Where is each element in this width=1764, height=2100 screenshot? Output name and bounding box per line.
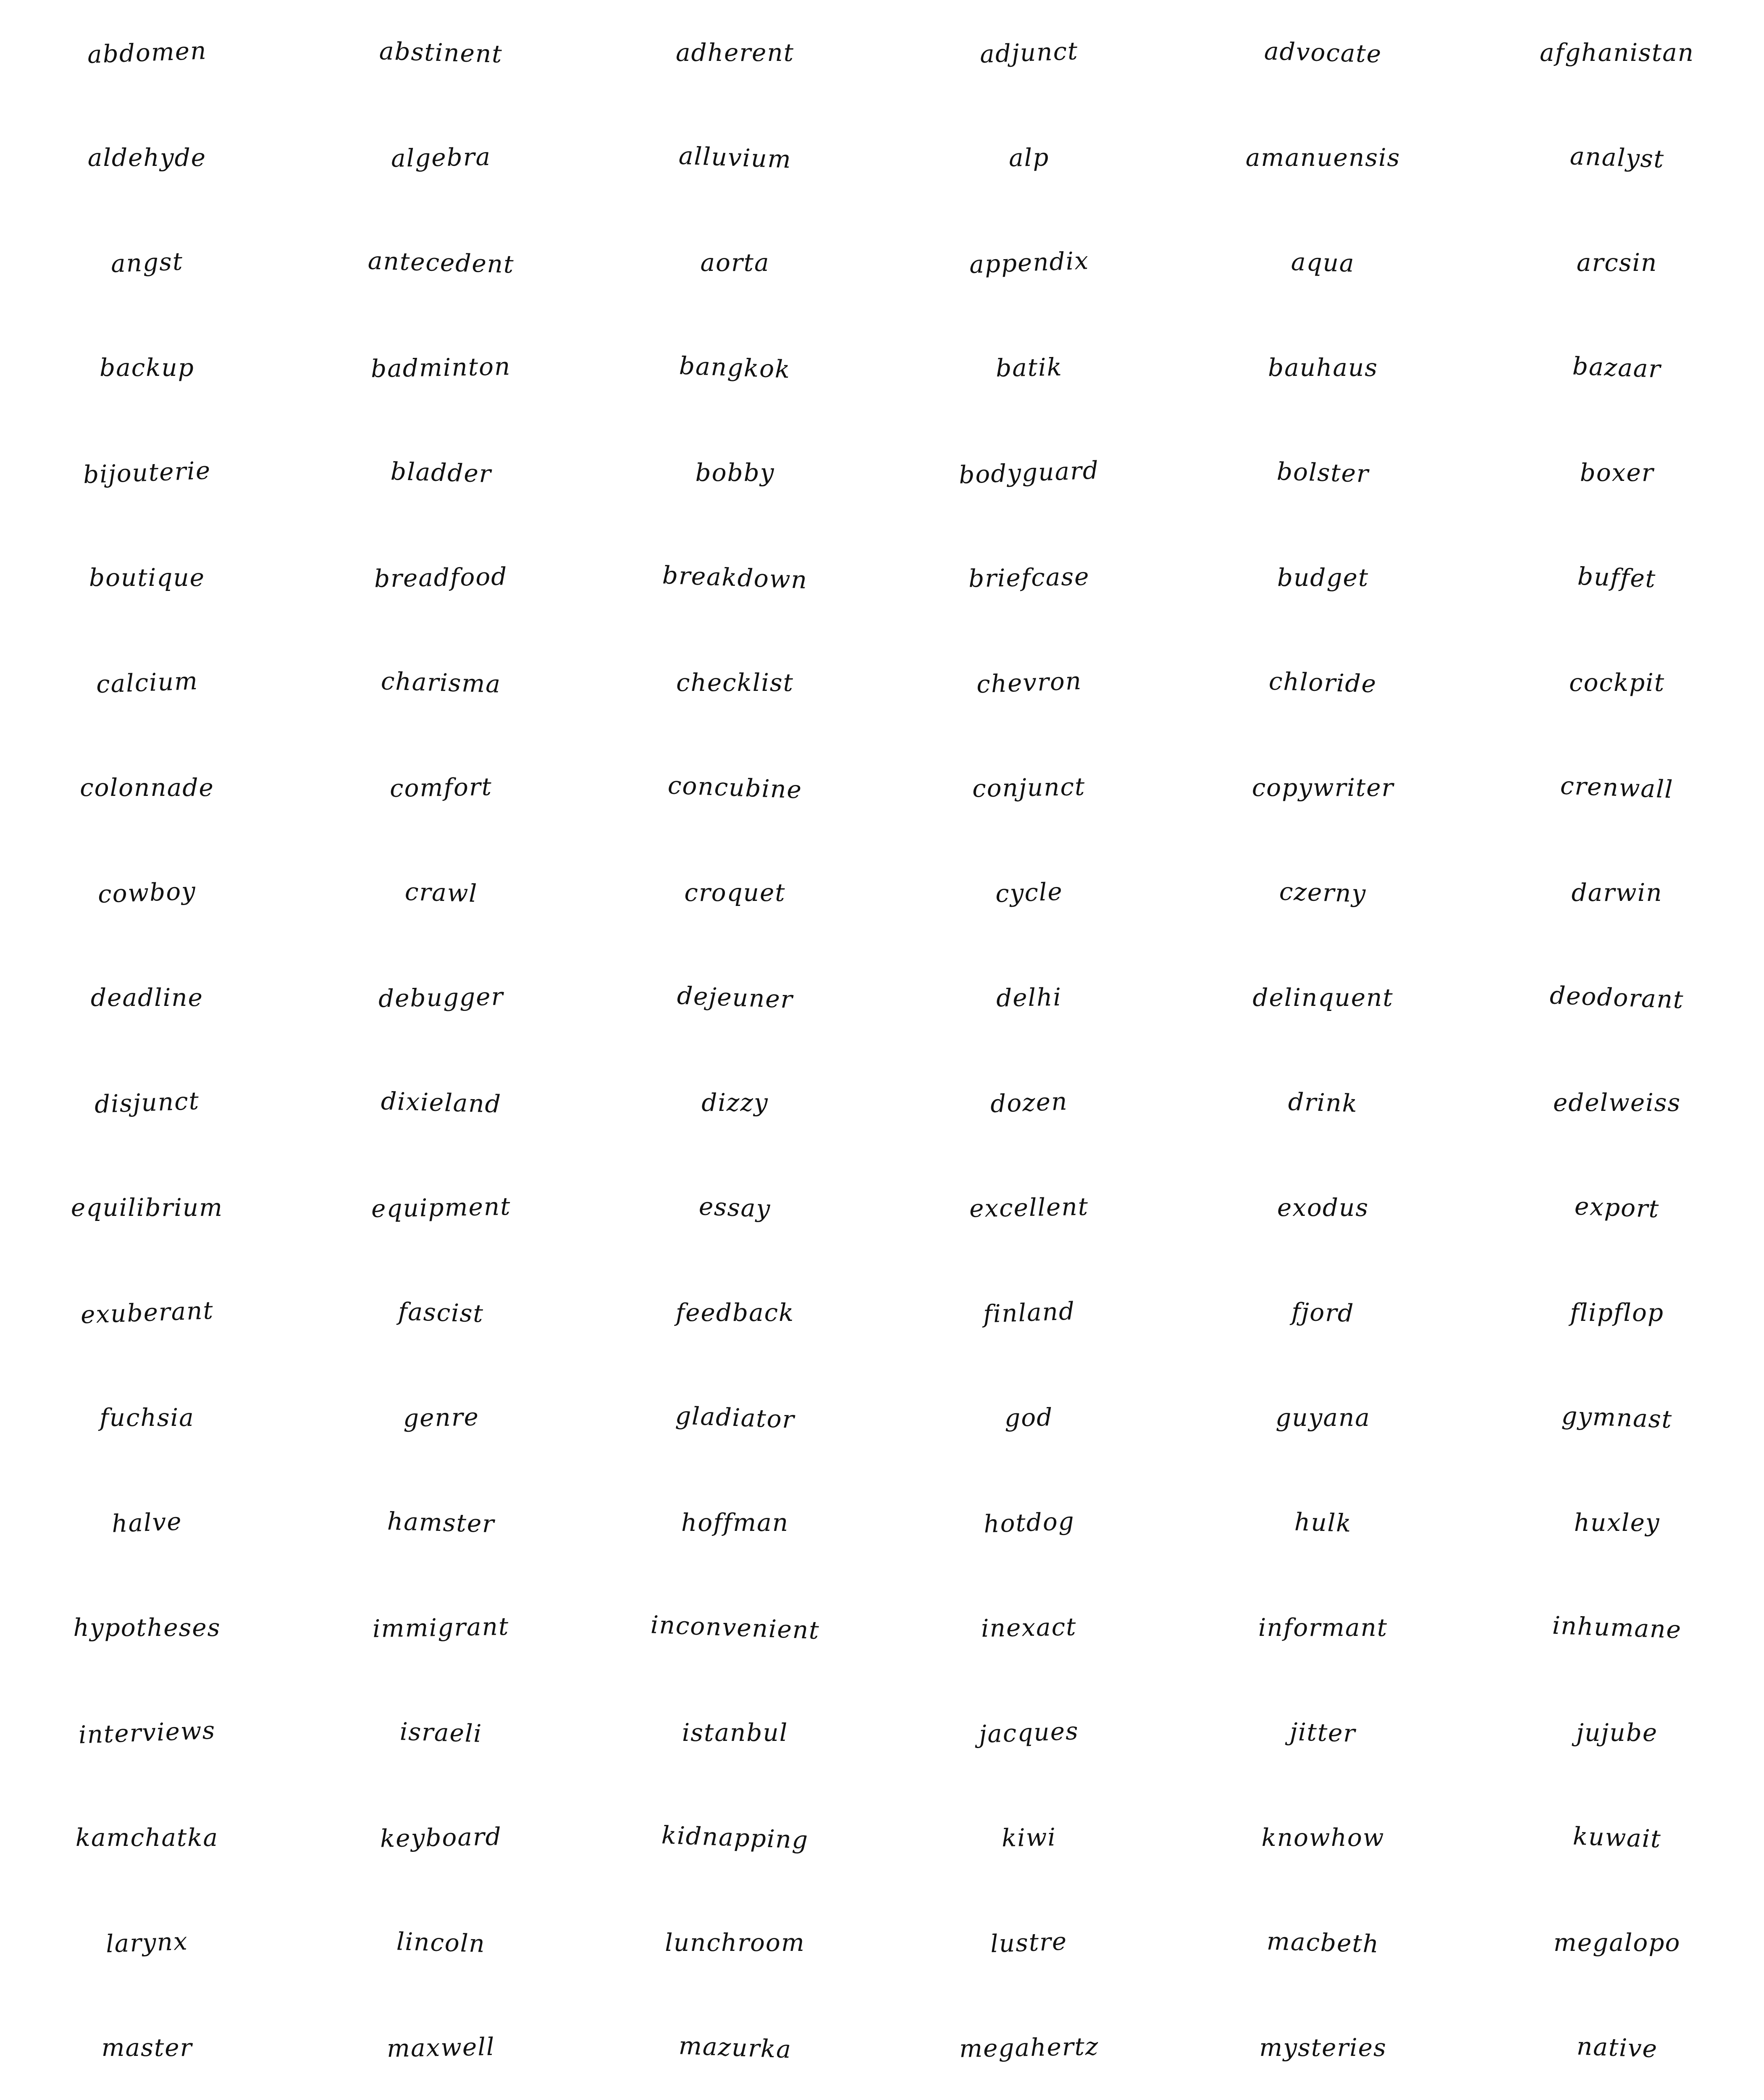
handwritten-word: calcium xyxy=(95,666,199,699)
word-cell xyxy=(0,1890,294,1995)
handwritten-word: antecedent xyxy=(367,246,515,279)
handwritten-word: afghanistan xyxy=(1539,38,1695,67)
handwritten-word: cowboy xyxy=(97,876,197,909)
word-cell xyxy=(588,0,882,105)
word-cell xyxy=(1470,0,1764,105)
word-cell xyxy=(1176,210,1470,315)
word-cell xyxy=(1470,1155,1764,1260)
handwritten-word: essay xyxy=(698,1192,772,1223)
word-cell xyxy=(882,1260,1176,1365)
handwritten-word: boutique xyxy=(89,563,205,592)
handwritten-word: guyana xyxy=(1276,1403,1370,1432)
word-cell xyxy=(0,735,294,840)
handwritten-word: maxwell xyxy=(386,2032,496,2063)
word-cell xyxy=(1176,1890,1470,1995)
word-cell xyxy=(0,1260,294,1365)
handwritten-word: hotdog xyxy=(983,1507,1075,1538)
word-cell xyxy=(294,1050,588,1155)
word-cell xyxy=(588,1680,882,1785)
handwritten-word: colonnade xyxy=(80,773,214,802)
word-row xyxy=(0,525,1764,630)
handwritten-word: dixieland xyxy=(380,1087,502,1118)
handwritten-word: exuberant xyxy=(80,1296,214,1329)
handwritten-word: concubine xyxy=(667,771,803,804)
word-cell xyxy=(0,315,294,420)
word-cell xyxy=(1176,630,1470,735)
word-cell xyxy=(294,945,588,1050)
word-cell xyxy=(1470,420,1764,525)
word-cell xyxy=(588,945,882,1050)
word-cell xyxy=(1470,1050,1764,1155)
word-cell xyxy=(1176,105,1470,210)
handwritten-word: bolster xyxy=(1276,457,1370,488)
word-cell xyxy=(1470,630,1764,735)
handwritten-word: deodorant xyxy=(1549,981,1685,1014)
handwritten-word: bodyguard xyxy=(958,456,1100,489)
handwritten-word: halve xyxy=(111,1507,183,1538)
word-cell xyxy=(0,0,294,105)
word-cell xyxy=(882,420,1176,525)
word-cell xyxy=(294,315,588,420)
handwritten-word: mazurka xyxy=(678,2031,792,2064)
word-cell xyxy=(1176,1680,1470,1785)
handwritten-word: disjunct xyxy=(94,1086,200,1119)
handwritten-word: edelweiss xyxy=(1553,1088,1681,1117)
handwritten-word: aqua xyxy=(1291,247,1355,278)
handwritten-word: lunchroom xyxy=(665,1928,805,1957)
handwritten-word: badminton xyxy=(370,352,512,383)
word-cell xyxy=(294,1785,588,1890)
handwritten-word: export xyxy=(1574,1192,1660,1223)
handwritten-word: kuwait xyxy=(1572,1822,1662,1853)
word-cell xyxy=(1470,840,1764,945)
word-cell xyxy=(1470,525,1764,630)
handwritten-word: batik xyxy=(995,352,1063,383)
word-cell xyxy=(0,1785,294,1890)
handwritten-word: dejeuner xyxy=(676,981,794,1014)
handwritten-word: bauhaus xyxy=(1268,353,1378,382)
word-cell xyxy=(1176,1995,1470,2100)
handwritten-word: hamster xyxy=(387,1507,495,1538)
handwritten-word: backup xyxy=(100,353,194,382)
handwritten-word: bazaar xyxy=(1572,352,1662,383)
handwritten-word: debugger xyxy=(378,982,504,1013)
word-row xyxy=(0,1575,1764,1680)
word-cell xyxy=(1176,525,1470,630)
word-cell xyxy=(294,1260,588,1365)
word-cell xyxy=(1470,1785,1764,1890)
word-cell xyxy=(882,1365,1176,1470)
handwritten-word: finland xyxy=(982,1297,1076,1328)
word-cell xyxy=(1176,1260,1470,1365)
word-cell xyxy=(0,1155,294,1260)
handwritten-word: master xyxy=(101,2033,193,2062)
handwritten-word: cockpit xyxy=(1569,668,1665,697)
handwritten-word: abstinent xyxy=(379,37,503,68)
word-row xyxy=(0,420,1764,525)
word-cell xyxy=(1470,1365,1764,1470)
handwritten-word: boxer xyxy=(1580,458,1654,487)
word-row xyxy=(0,1680,1764,1785)
word-cell xyxy=(294,105,588,210)
word-cell xyxy=(882,735,1176,840)
word-cell xyxy=(1176,420,1470,525)
handwritten-word: feedback xyxy=(675,1298,795,1327)
handwritten-word: lincoln xyxy=(396,1927,486,1958)
word-cell xyxy=(1176,1155,1470,1260)
handwritten-word: deadline xyxy=(91,983,203,1012)
word-cell xyxy=(1470,1995,1764,2100)
word-cell xyxy=(588,525,882,630)
word-cell xyxy=(882,1995,1176,2100)
word-row xyxy=(0,1995,1764,2100)
handwritten-word: breakdown xyxy=(662,560,808,595)
word-cell xyxy=(1470,1260,1764,1365)
word-cell xyxy=(588,1365,882,1470)
handwritten-word: fuchsia xyxy=(100,1403,194,1432)
handwritten-word: megahertz xyxy=(959,2032,1099,2063)
handwritten-word: equipment xyxy=(371,1192,511,1223)
word-row xyxy=(0,1155,1764,1260)
word-cell xyxy=(1176,735,1470,840)
word-cell xyxy=(0,1680,294,1785)
handwritten-word: inexact xyxy=(981,1612,1077,1643)
handwritten-word: angst xyxy=(110,247,184,278)
handwritten-word: knowhow xyxy=(1261,1823,1385,1852)
word-cell xyxy=(1470,315,1764,420)
word-cell xyxy=(588,1890,882,1995)
word-cell xyxy=(0,945,294,1050)
handwritten-word: informant xyxy=(1258,1613,1388,1642)
word-cell xyxy=(294,1890,588,1995)
handwritten-word: fjord xyxy=(1291,1297,1355,1328)
word-cell xyxy=(1176,840,1470,945)
word-row xyxy=(0,840,1764,945)
handwritten-word: bladder xyxy=(390,457,492,488)
word-cell xyxy=(1176,1365,1470,1470)
handwritten-word: comfort xyxy=(389,772,493,803)
handwritten-word: genre xyxy=(402,1402,480,1433)
handwritten-word: immigrant xyxy=(372,1612,510,1643)
word-cell xyxy=(0,105,294,210)
word-cell xyxy=(0,1365,294,1470)
word-cell xyxy=(0,420,294,525)
word-cell xyxy=(294,420,588,525)
handwritten-word: chevron xyxy=(976,666,1082,699)
handwritten-word: buffet xyxy=(1577,562,1657,593)
word-cell xyxy=(294,630,588,735)
word-cell xyxy=(294,735,588,840)
word-cell xyxy=(882,1050,1176,1155)
word-cell xyxy=(0,210,294,315)
handwritten-word: breadfood xyxy=(374,562,508,593)
handwritten-word: bobby xyxy=(695,458,775,487)
word-cell xyxy=(1176,945,1470,1050)
word-cell xyxy=(588,420,882,525)
handwritten-word: cycle xyxy=(995,877,1063,908)
word-cell xyxy=(882,1680,1176,1785)
word-cell xyxy=(0,1470,294,1575)
handwritten-word: crenwall xyxy=(1560,771,1674,804)
handwritten-word: kamchatka xyxy=(75,1823,219,1852)
word-cell xyxy=(1470,945,1764,1050)
word-cell xyxy=(882,945,1176,1050)
word-cell xyxy=(882,1890,1176,1995)
word-row xyxy=(0,945,1764,1050)
word-cell xyxy=(0,525,294,630)
word-cell xyxy=(588,105,882,210)
handwritten-word: jacques xyxy=(979,1716,1079,1749)
handwritten-word: czerny xyxy=(1279,877,1367,908)
word-row xyxy=(0,630,1764,735)
handwritten-word: budget xyxy=(1277,563,1369,592)
handwritten-word: advocate xyxy=(1264,37,1382,68)
word-cell xyxy=(588,315,882,420)
word-cell xyxy=(882,630,1176,735)
word-cell xyxy=(882,105,1176,210)
word-cell xyxy=(1470,1470,1764,1575)
handwritten-word: delinquent xyxy=(1252,983,1394,1012)
handwritten-word: flipflop xyxy=(1570,1298,1664,1327)
word-cell xyxy=(588,1155,882,1260)
handwritten-word: istanbul xyxy=(682,1718,788,1747)
handwritten-word: inconvenient xyxy=(650,1610,820,1645)
handwritten-word: macbeth xyxy=(1266,1927,1380,1958)
word-cell xyxy=(1470,210,1764,315)
handwritten-word: aldehyde xyxy=(87,143,207,172)
word-cell xyxy=(1176,1575,1470,1680)
handwritten-word: alp xyxy=(1008,143,1050,172)
handwritten-word: megalopo xyxy=(1553,1928,1681,1957)
word-row xyxy=(0,735,1764,840)
handwritten-word: bijouterie xyxy=(82,456,212,489)
word-cell xyxy=(294,1575,588,1680)
word-cell xyxy=(1470,1890,1764,1995)
handwritten-word: copywriter xyxy=(1252,773,1394,802)
handwritten-word: appendix xyxy=(969,246,1089,279)
handwritten-word: excellent xyxy=(969,1192,1089,1223)
word-cell xyxy=(1470,1680,1764,1785)
handwritten-word: hoffman xyxy=(681,1508,789,1537)
word-row xyxy=(0,1365,1764,1470)
handwritten-word: equilibrium xyxy=(71,1193,223,1222)
word-cell xyxy=(1470,1575,1764,1680)
word-cell xyxy=(1470,105,1764,210)
word-cell xyxy=(1176,1470,1470,1575)
word-row xyxy=(0,1890,1764,1995)
word-cell xyxy=(1176,1785,1470,1890)
word-cell xyxy=(294,1365,588,1470)
word-row xyxy=(0,1785,1764,1890)
word-cell xyxy=(588,1785,882,1890)
word-cell xyxy=(588,210,882,315)
word-cell xyxy=(1470,735,1764,840)
word-cell xyxy=(588,1050,882,1155)
handwritten-word: gladiator xyxy=(675,1401,795,1434)
handwritten-word: native xyxy=(1576,2032,1658,2063)
handwritten-word: hulk xyxy=(1294,1507,1352,1538)
word-cell xyxy=(294,1155,588,1260)
word-row xyxy=(0,1050,1764,1155)
word-cell xyxy=(882,0,1176,105)
word-cell xyxy=(588,735,882,840)
handwritten-word: conjunct xyxy=(972,772,1086,803)
word-cell xyxy=(294,840,588,945)
word-cell xyxy=(588,840,882,945)
word-cell xyxy=(0,840,294,945)
handwritten-word: mysteries xyxy=(1259,2033,1387,2062)
word-row xyxy=(0,0,1764,105)
word-cell xyxy=(882,210,1176,315)
handwritten-word: bangkok xyxy=(679,351,791,384)
word-cell xyxy=(294,1995,588,2100)
handwritten-word: kiwi xyxy=(1001,1822,1057,1853)
handwritten-word: exodus xyxy=(1277,1193,1369,1222)
word-cell xyxy=(588,1260,882,1365)
word-cell xyxy=(1176,0,1470,105)
handwritten-word: aorta xyxy=(700,248,770,277)
handwritten-word: checklist xyxy=(676,668,794,697)
handwritten-word: gymnast xyxy=(1561,1401,1673,1434)
handwritten-word: israeli xyxy=(399,1717,483,1748)
word-cell xyxy=(294,1680,588,1785)
word-cell xyxy=(0,1575,294,1680)
handwritten-word: huxley xyxy=(1574,1508,1660,1537)
handwritten-word: briefcase xyxy=(968,562,1090,593)
handwritten-word: lustre xyxy=(990,1927,1068,1958)
handwritten-word: delhi xyxy=(996,982,1062,1013)
word-cell xyxy=(588,630,882,735)
word-cell xyxy=(294,210,588,315)
word-cell xyxy=(882,1785,1176,1890)
word-cell xyxy=(882,840,1176,945)
word-cell xyxy=(294,0,588,105)
handwritten-word: algebra xyxy=(391,142,491,173)
handwritten-word: hypotheses xyxy=(73,1613,221,1642)
handwritten-word: amanuensis xyxy=(1245,143,1401,172)
handwritten-word: croquet xyxy=(684,878,786,907)
word-cell xyxy=(1176,1050,1470,1155)
handwritten-word: inhumane xyxy=(1551,1611,1683,1644)
word-row xyxy=(0,1470,1764,1575)
word-row xyxy=(0,105,1764,210)
word-row xyxy=(0,1260,1764,1365)
word-cell xyxy=(0,1050,294,1155)
word-cell xyxy=(588,1995,882,2100)
handwritten-word: crawl xyxy=(404,877,478,908)
handwritten-word: interviews xyxy=(78,1716,216,1749)
word-cell xyxy=(588,1575,882,1680)
word-cell xyxy=(588,1470,882,1575)
handwritten-word: alluvium xyxy=(678,141,792,174)
word-cell xyxy=(882,315,1176,420)
handwritten-word: drink xyxy=(1288,1087,1358,1118)
handwritten-word: dizzy xyxy=(701,1088,769,1117)
handwritten-word: larynx xyxy=(105,1927,189,1958)
word-row xyxy=(0,210,1764,315)
handwritten-word: fascist xyxy=(398,1297,484,1328)
handwritten-word: jujube xyxy=(1576,1718,1658,1747)
word-cell xyxy=(882,1155,1176,1260)
word-cell xyxy=(0,630,294,735)
handwritten-word: dozen xyxy=(990,1087,1068,1118)
handwritten-word: charisma xyxy=(381,667,501,698)
word-cell xyxy=(1176,315,1470,420)
handwritten-word: god xyxy=(1004,1403,1054,1432)
handwritten-word: chloride xyxy=(1268,667,1378,698)
handwritten-word: darwin xyxy=(1571,878,1663,907)
word-row xyxy=(0,315,1764,420)
handwritten-word: keyboard xyxy=(380,1822,502,1853)
word-cell xyxy=(882,1575,1176,1680)
word-cell xyxy=(0,1995,294,2100)
handwritten-word: abdomen xyxy=(87,36,207,69)
word-cell xyxy=(294,525,588,630)
word-cell xyxy=(882,1470,1176,1575)
handwritten-word: adjunct xyxy=(979,36,1079,69)
handwritten-word: kidnapping xyxy=(661,1820,809,1855)
handwritten-word: jitter xyxy=(1289,1717,1357,1748)
word-cell xyxy=(882,525,1176,630)
handwritten-word: arcsin xyxy=(1576,248,1658,277)
handwritten-word: adherent xyxy=(675,38,795,67)
word-cell xyxy=(294,1470,588,1575)
handwritten-word: analyst xyxy=(1569,142,1665,173)
